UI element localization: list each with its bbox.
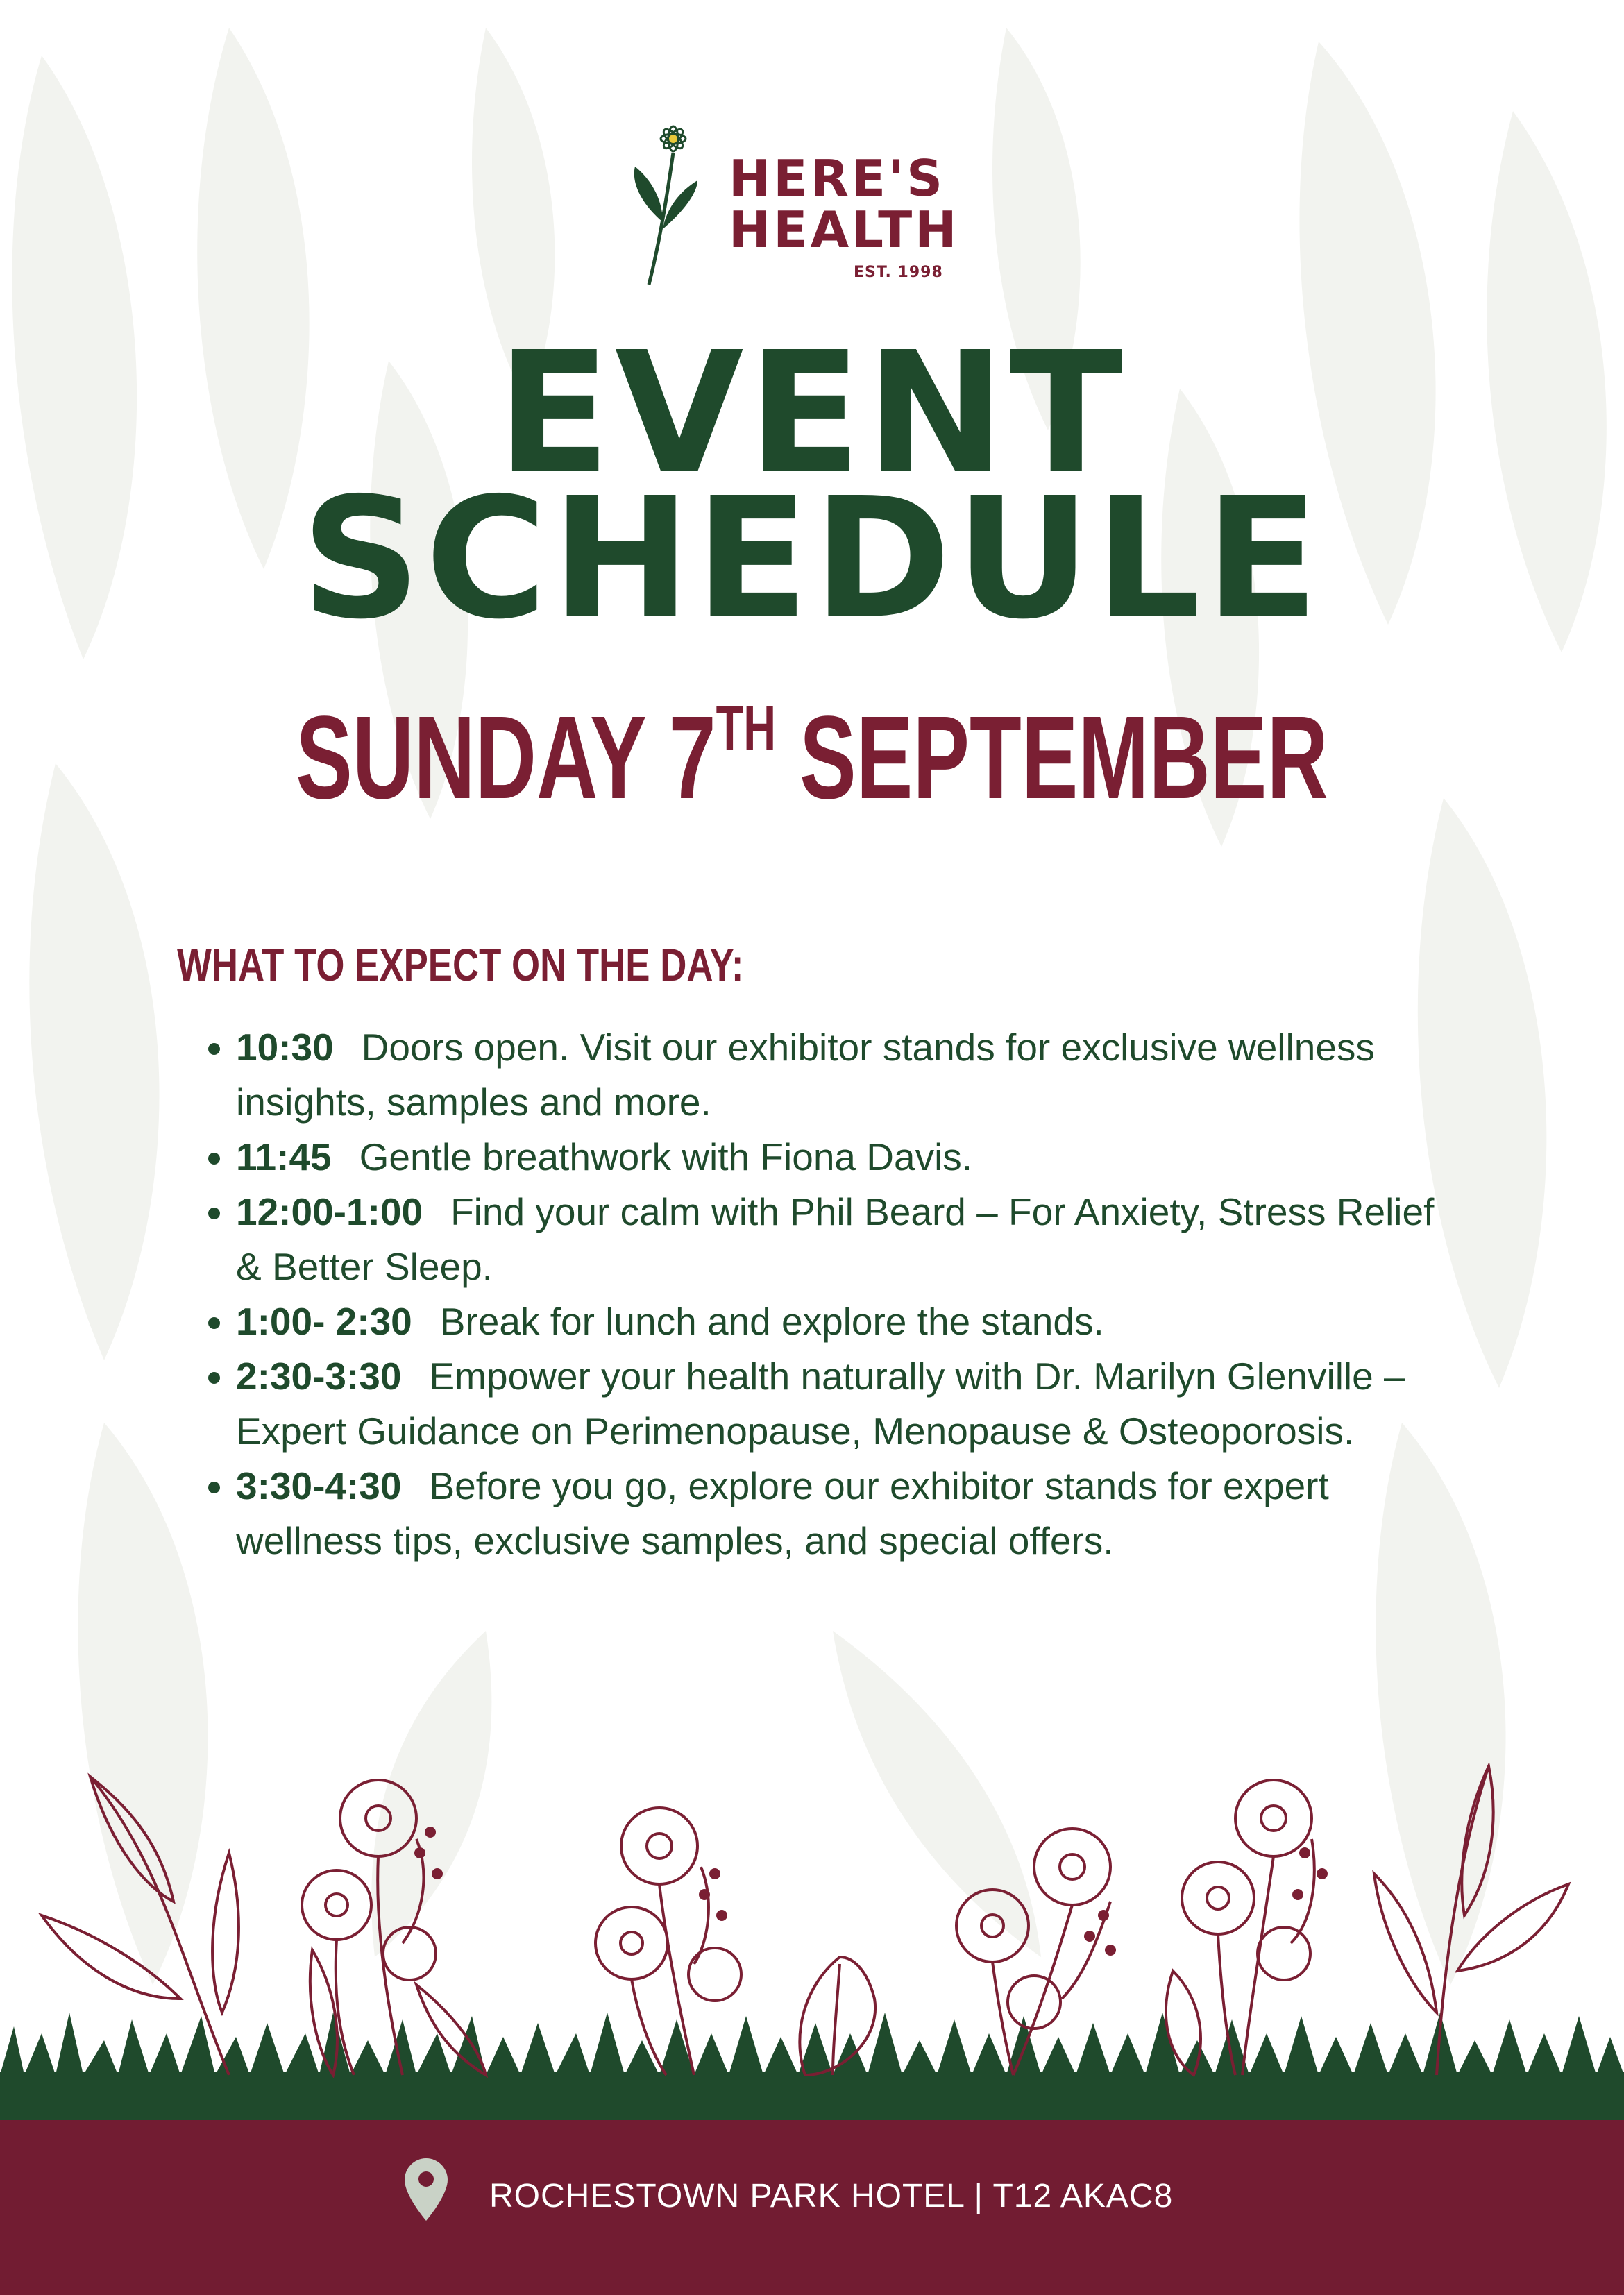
grass-strip <box>0 2013 1624 2124</box>
schedule-time: 2:30-3:30 <box>236 1355 402 1398</box>
berry-dots <box>414 1827 1328 1956</box>
daisy-flower-icon <box>625 125 715 291</box>
brand-name <box>729 149 960 259</box>
footer-bar <box>0 2120 1624 2295</box>
schedule-time: 3:30-4:30 <box>236 1464 402 1507</box>
schedule-item <box>236 1185 1450 1294</box>
brand-logo <box>625 125 972 291</box>
schedule-time: 10:30 <box>236 1026 334 1069</box>
date-day: SUNDAY 7 <box>296 692 716 824</box>
brand-name-line2: HEALTH <box>729 201 960 259</box>
schedule-text: Doors open. Visit our exhibitor stands for exclusive wellness insights, samples and more. <box>236 1026 1375 1124</box>
title-line2: SCHEDULE <box>301 461 1323 656</box>
title-line1: EVENT <box>496 316 1128 510</box>
schedule-time: 12:00-1:00 <box>236 1190 423 1233</box>
flower-illustrations <box>42 1766 1568 2075</box>
schedule-item <box>236 1020 1450 1130</box>
brand-established: EST. 1998 <box>854 264 943 281</box>
schedule-time: 11:45 <box>236 1135 332 1178</box>
brand-name-line1: HERE'S <box>729 149 945 208</box>
schedule-text: Break for lunch and explore the stands. <box>439 1300 1104 1343</box>
schedule-text: Find your calm with Phil Beard – For Anxiety, Stress Relief & Better Sleep. <box>236 1190 1435 1288</box>
schedule-text: Gentle breathwork with Fiona Davis. <box>359 1135 973 1178</box>
date-month: SEPTEMBER <box>800 692 1328 824</box>
venue-address: ROCHESTOWN PARK HOTEL | T12 AKAC8 <box>489 2178 1174 2214</box>
date-suffix: TH <box>716 694 777 763</box>
schedule-item <box>236 1349 1450 1459</box>
schedule-item <box>236 1459 1450 1568</box>
schedule-heading: WHAT TO EXPECT ON THE DAY: <box>177 939 744 990</box>
schedule-text: Empower your health naturally with Dr. Marilyn Glenville – Expert Guidance on Perimenopause, Menopause & Osteoporosis. <box>236 1355 1405 1453</box>
schedule-item <box>236 1130 1450 1185</box>
event-date <box>228 666 1397 824</box>
location-pin-icon <box>405 2158 448 2221</box>
schedule-item <box>236 1294 1450 1349</box>
schedule-list <box>177 1020 1450 1568</box>
schedule-text: Before you go, explore our exhibitor stands for expert wellness tips, exclusive samples, and special offers. <box>236 1464 1329 1562</box>
schedule-time: 1:00- 2:30 <box>236 1300 412 1343</box>
